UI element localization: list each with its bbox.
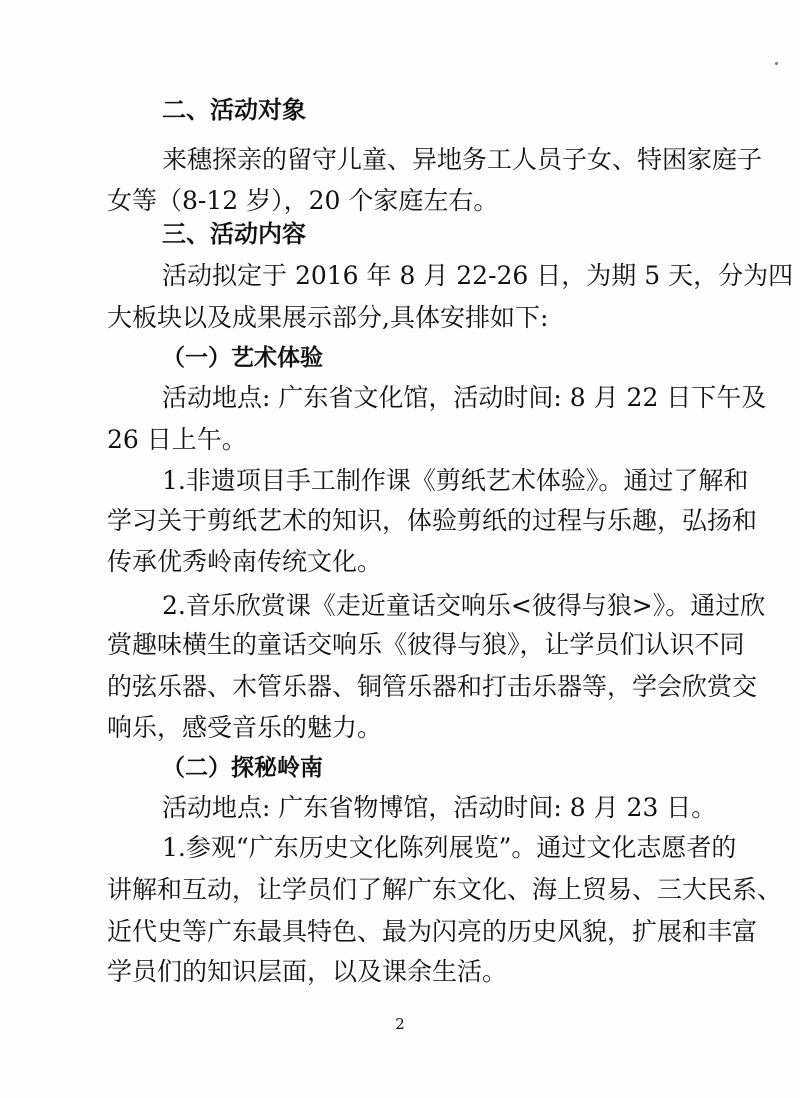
paragraph-line: 讲解和互动，让学员们了解广东文化、海上贸易、三大民系、 (107, 875, 783, 904)
page-number: 2 (395, 1015, 405, 1033)
paragraph-line: 学习关于剪纸艺术的知识，体验剪纸的过程与乐趣，弘扬和 (107, 506, 758, 535)
paragraph-line: 活动拟定于 2016 年 8 月 22-26 日，为期 5 天，分为四 (162, 261, 794, 290)
paragraph-line: 的弦乐器、木管乐器、铜管乐器和打击乐器等，学会欣赏交 (107, 672, 758, 701)
scan-speck (775, 62, 778, 65)
paragraph-line: 赏趣味横生的童话交响乐《彼得与狼》，让学员们认识不同 (107, 630, 745, 659)
paragraph-line: 活动地点: 广东省物博馆，活动时间: 8 月 23 日。 (162, 793, 717, 822)
paragraph-line: 26 日上午。 (107, 425, 247, 454)
paragraph-line: 来穗探亲的留守儿童、异地务工人员子女、特困家庭子 (162, 145, 763, 174)
sub-heading-art-experience: （一）艺术体验 (162, 345, 323, 371)
paragraph-line: 响乐，感受音乐的魅力。 (107, 713, 383, 742)
paragraph-line: 学员们的知识层面，以及课余生活。 (107, 957, 508, 986)
paragraph-line: 活动地点: 广东省文化馆，活动时间: 8 月 22 日下午及 (162, 383, 767, 412)
paragraph-line: 1.参观“广东历史文化陈列展览”。通过文化志愿者的 (162, 833, 737, 862)
sub-heading-explore-lingnan: （二）探秘岭南 (162, 755, 323, 781)
section-heading-content: 三、活动内容 (162, 220, 306, 248)
paragraph-line: 传承优秀岭南传统文化。 (107, 547, 383, 576)
section-heading-target-audience: 二、活动对象 (162, 96, 306, 124)
paragraph-line: 大板块以及成果展示部分,具体安排如下: (107, 303, 549, 332)
paragraph-line: 1.非遗项目手工制作课《剪纸艺术体验》。通过了解和 (162, 466, 749, 495)
paragraph-line: 2.音乐欣赏课《走近童话交响乐<彼得与狼>》。通过欣 (162, 591, 766, 620)
paragraph-line: 近代史等广东最具特色、最为闪亮的历史风貌，扩展和丰富 (107, 917, 758, 946)
paragraph-line: 女等（8-12 岁），20 个家庭左右。 (107, 186, 499, 215)
